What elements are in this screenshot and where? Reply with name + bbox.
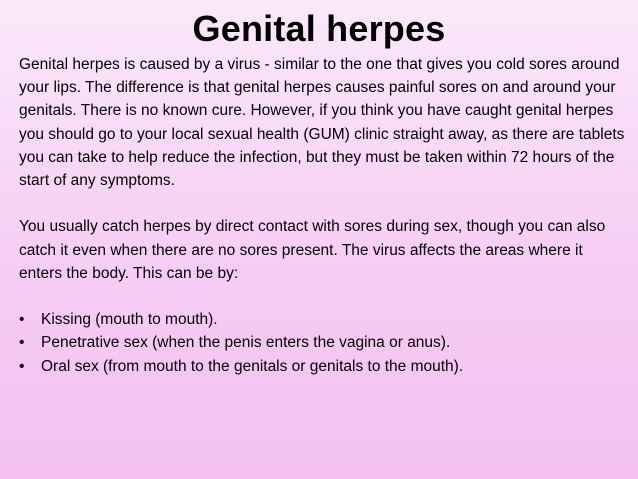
slide-title: Genital herpes <box>192 8 446 49</box>
paragraph-intro: Genital herpes is caused by a virus - similar to the one that gives you cold sores around your lips. The difference is that genital herpes causes painful sores on and around your genitals. There is no known cure. However, if you think you have caught genital herpes you should go to your local sexual health (GUM) clinic straight away, as there are tablets you can take to help reduce the infection, but they must be taken within 72 hours of the start of any symptoms. <box>19 56 625 190</box>
bullet-icon: • <box>19 311 25 329</box>
slide-body <box>19 53 625 378</box>
bullet-icon: • <box>19 334 25 352</box>
list-item <box>19 308 625 331</box>
list-item-text: Oral sex (from mouth to the genitals or genitals to the mouth). <box>41 357 464 375</box>
list-item-text: Kissing (mouth to mouth). <box>41 311 218 329</box>
bullet-list <box>19 308 625 378</box>
list-item-text: Penetrative sex (when the penis enters the vagina or anus). <box>41 334 451 352</box>
list-item <box>19 331 625 354</box>
paragraph-transmission: You usually catch herpes by direct contact with sores during sex, though you can also catch it even when there are no sores present. The virus affects the areas where it enters the body. This can be by: <box>19 218 606 282</box>
list-item <box>19 355 625 378</box>
bullet-icon: • <box>19 357 25 375</box>
